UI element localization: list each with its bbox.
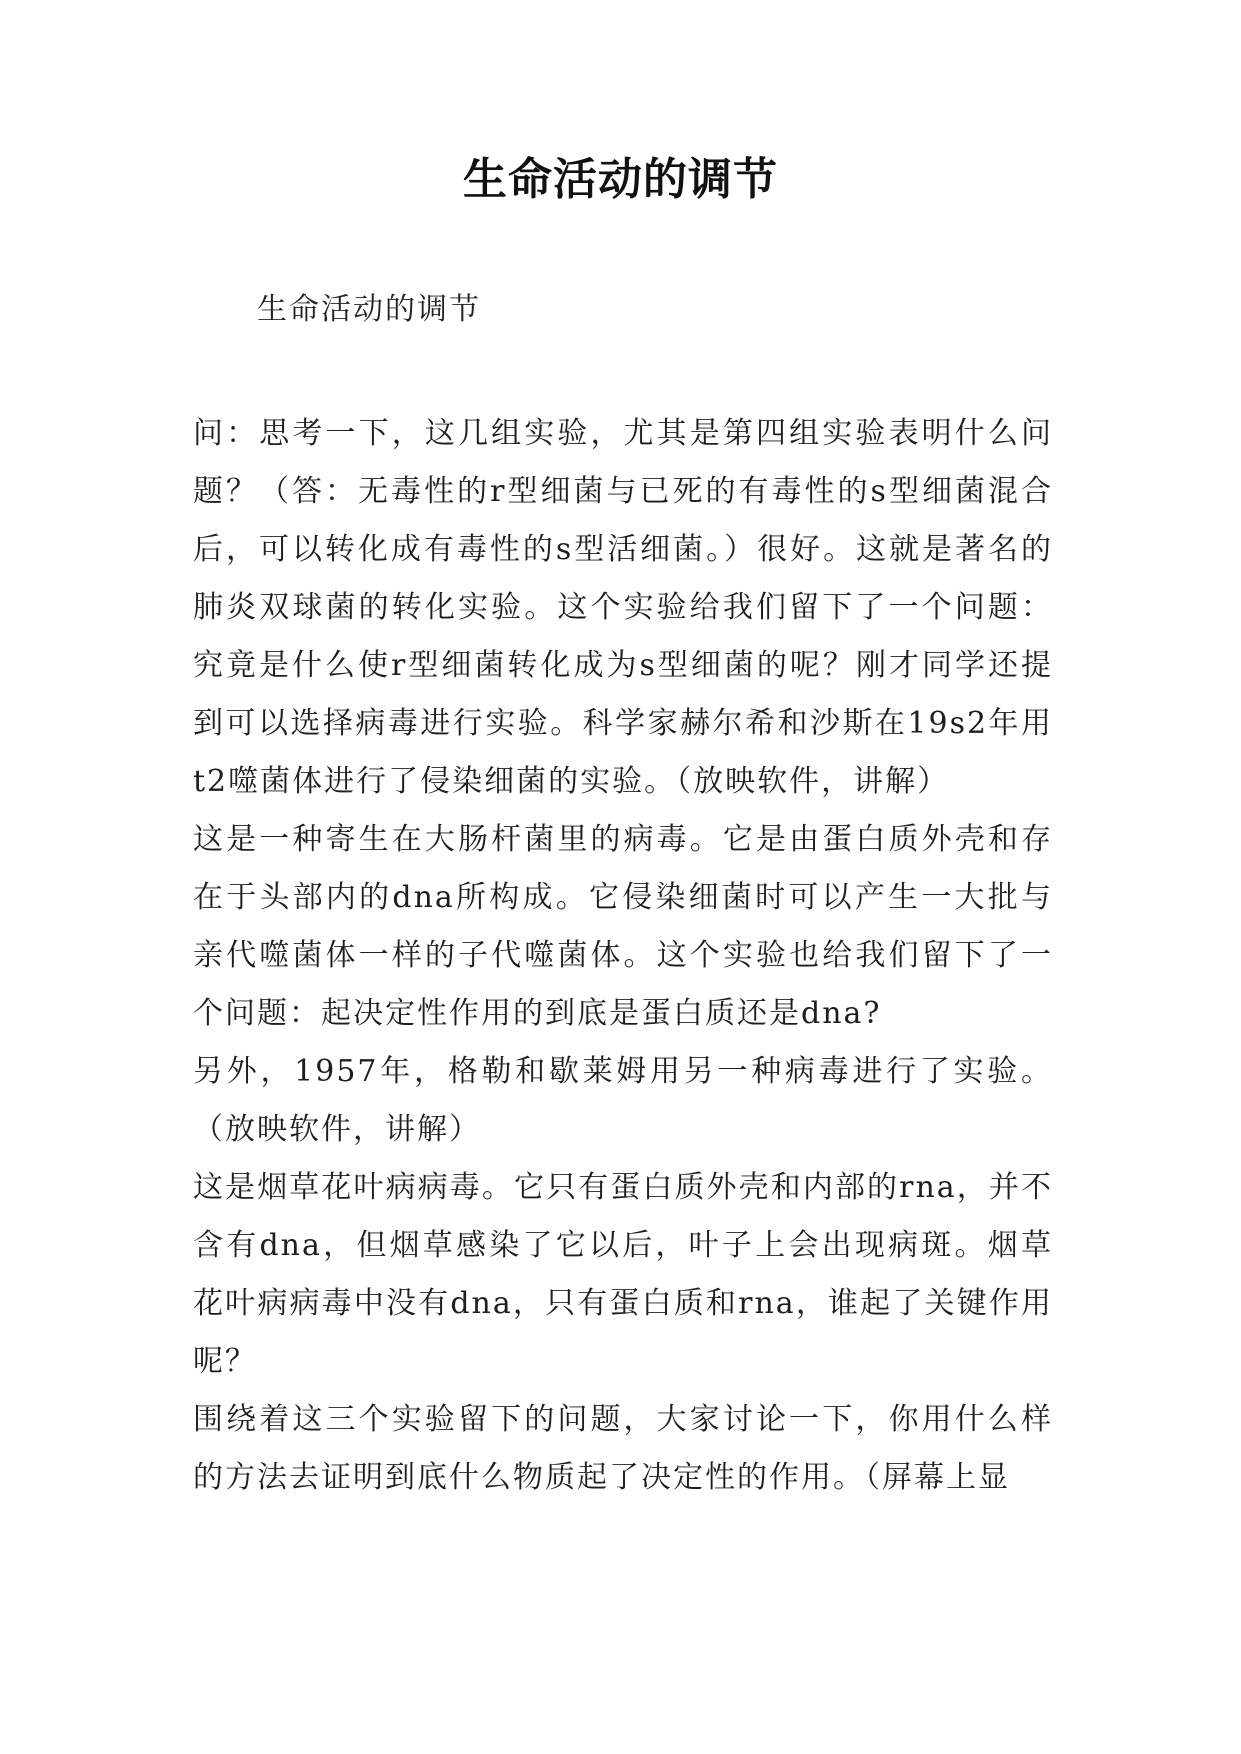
document-title: 生命活动的调节 bbox=[463, 154, 778, 205]
paragraph-4: 这是烟草花叶病病毒。它只有蛋白质外壳和内部的rna，并不含有dna，但烟草感染了它以后，叶子上会出现病斑。烟草花叶病病毒中没有dna，只有蛋白质和rna，谁起了关键作用呢？ bbox=[193, 1170, 1053, 1379]
document-subtitle: 生命活动的调节 bbox=[257, 292, 481, 327]
paragraph-3: 另外，1957年，格勒和歇莱姆用另一种病毒进行了实验。（放映软件，讲解） bbox=[193, 1054, 1053, 1147]
paragraph-2: 这是一种寄生在大肠杆菌里的病毒。它是由蛋白质外壳和存在于头部内的dna所构成。它侵染细菌时可以产生一大批与亲代噬菌体一样的子代噬菌体。这个实验也给我们留下了一个问题：起决定性作用的到底是蛋白质还是dna? bbox=[193, 822, 1053, 1031]
document-body bbox=[193, 405, 1053, 1507]
paragraph-1: 问：思考一下，这几组实验，尤其是第四组实验表明什么问题？（答：无毒性的r型细菌与已死的有毒性的s型细菌混合后，可以转化成有毒性的s型活细菌。）很好。这就是著名的肺炎双球菌的转化实验。这个实验给我们留下了一个问题：究竟是什么使r型细菌转化成为s型细菌的呢？刚才同学还提到可以选择病毒进行实验。科学家赫尔希和沙斯在19s2年用t2噬菌体进行了侵染细菌的实验。（放映软件，讲解） bbox=[193, 416, 1053, 799]
paragraph-5: 围绕着这三个实验留下的问题，大家讨论一下，你用什么样的方法去证明到底什么物质起了决定性的作用。（屏幕上显 bbox=[193, 1402, 1053, 1495]
